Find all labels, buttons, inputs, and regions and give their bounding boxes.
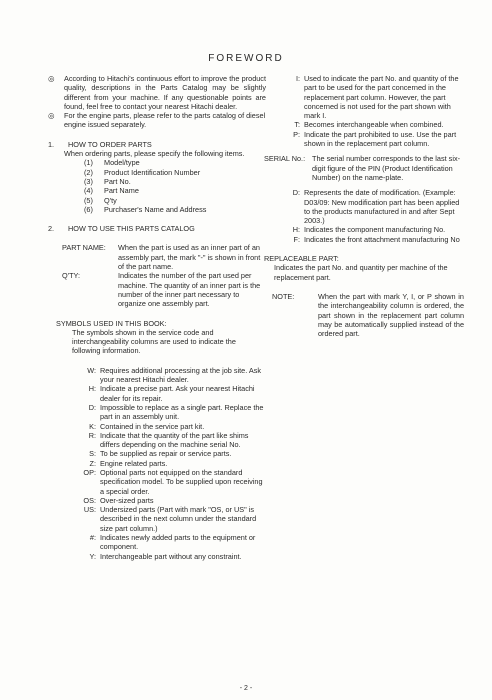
definition-qty: Q'TY: Indicates the number of the part used per machine. The quantity of an inner part is the number of the inner part necessary to organize one assembly part. — [62, 271, 261, 309]
section-number: 1. — [48, 139, 55, 149]
symbol-item: #: Indicates newly added parts to the equipment or component. — [89, 533, 256, 552]
definition-d: D: Represents the date of modification. (Example: D03/09: New modification part has been applied to the products manufactured in and after Sept 2003.) — [292, 188, 460, 226]
left-column — [48, 74, 266, 561]
list-item: (2) Product Identification Number — [84, 167, 201, 177]
symbol-item: OS: Over-sized parts — [83, 495, 154, 505]
symbol-item: Y: Interchangeable part without any constraint. — [89, 551, 242, 561]
note-engine-text: For the engine parts, please refer to the parts catalog of diesel engine issued separately. — [64, 111, 266, 130]
definition-h: H: Indicates the component manufacturing No. — [292, 225, 446, 235]
note-quality — [48, 74, 266, 111]
section-intro: When ordering parts, please specify the following items. — [64, 149, 245, 159]
note-quality-text: According to Hitachi's continuous effort to improve the product quality, descriptions in the Parts Catalog may be slightly different from your machine. If any questionable points are found, feel free to contact your nearest Hitachi dealer. — [64, 74, 266, 111]
symbol-item: Z: Engine related parts. — [89, 458, 168, 468]
section-how-to-order — [48, 140, 266, 149]
definition-part-name: PART NAME: When the part is used as an inner part of an assembly part, the mark "-" is shown in front of the part name. — [62, 243, 261, 272]
order-items-list — [84, 158, 266, 214]
list-item: (4) Part Name — [84, 186, 139, 196]
right-column — [264, 74, 464, 338]
definition-f: F: Indicates the front attachment manufacturing No — [293, 234, 460, 244]
list-item: (6) Purchaser's Name and Address — [84, 204, 207, 214]
section-number: 2. — [48, 224, 55, 234]
symbol-item: H: Indicate a precise part. Ask your nearest Hitachi dealer for its repair. — [88, 384, 255, 403]
list-item: (1) Model/type — [84, 158, 140, 168]
symbols-heading: SYMBOLS USED IN THIS BOOK: — [56, 318, 167, 328]
note: NOTE: When the part with mark Y, I, or P shown in the interchangeability column is ordered, the part shown in the replacement part column may be automatically supplied instead of the ordered part. — [272, 291, 464, 339]
replaceable-text: Indicates the part No. and quantity per machine of the replacement part. — [274, 263, 448, 282]
replaceable-heading: REPLACEABLE PART: — [264, 254, 339, 264]
symbols-intro: The symbols shown in the service code and interchangeability columns are used to indicate the following information. — [72, 327, 236, 356]
section-heading: HOW TO ORDER PARTS — [68, 139, 152, 149]
symbol-item: K: Contained in the service part kit. — [89, 421, 205, 431]
symbols-list — [76, 366, 266, 561]
symbol-item: OP: Optional parts not equipped on the standard specification model. To be supplied upon receiving a special order. — [83, 467, 263, 496]
symbol-item: R: Indicate that the quantity of the part like shims differs depending on the machine serial No. — [88, 430, 249, 450]
note-engine — [48, 111, 266, 130]
section-how-to-use — [48, 224, 266, 233]
double-circle-icon: ◎ — [48, 74, 55, 83]
definition-i: I: Used to indicate the part No. and quantity of the part to be used for the part concerned in the replacement part column. However, the part concerned is not used for the part shown with mark I. — [295, 74, 459, 121]
page-title: FOREWORD — [208, 53, 284, 64]
double-circle-icon: ◎ — [48, 111, 55, 121]
symbol-item: D: Impossible to replace as a single part. Replace the part in an assembly unit. — [88, 402, 264, 422]
section-heading: HOW TO USE THIS PARTS CATALOG — [68, 224, 195, 234]
symbol-item: S: To be supplied as repair or service parts. — [89, 449, 232, 459]
page-number: - 2 - — [239, 685, 253, 692]
list-item: (5) Q'ty — [84, 195, 117, 205]
symbol-item: W: Requires additional processing at the job site. Ask your nearest Hitachi dealer. — [87, 365, 262, 385]
definition-serial: SERIAL No.: The serial number corresponds to the last six-digit figure of the PIN (Product Identification Number) on the name-plate. — [264, 154, 461, 182]
list-item: (3) Part No. — [84, 176, 131, 186]
symbol-item: US: Undersized parts (Part with mark "OS, or US" is described in the next column under the standard size part column.) — [83, 505, 257, 533]
definition-t: T: Becomes interchangeable when combined. — [294, 120, 444, 130]
definition-p: P: Indicate the part prohibited to use. Use the part shown in the replacement part column. — [293, 129, 457, 149]
